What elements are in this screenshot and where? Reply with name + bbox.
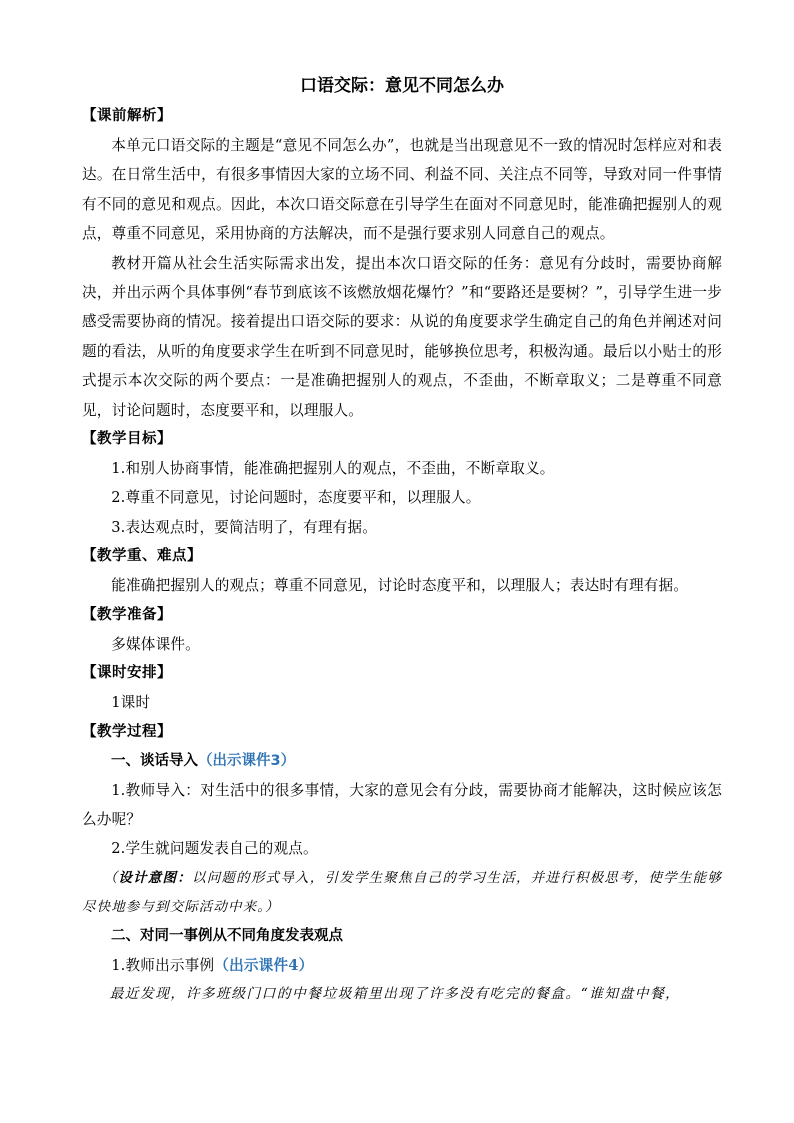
preparation-text: 多媒体课件。 <box>111 635 200 653</box>
process-step-2-title: 二、对同一事例从不同角度发表观点 <box>111 927 343 944</box>
document-page <box>82 72 722 1009</box>
goal-item: 3.表达观点时，要简洁明了，有理有据。 <box>111 518 378 536</box>
courseware-note: （出示课件3） <box>198 752 296 769</box>
design-intent-label: 设计意图： <box>118 869 192 886</box>
step-title-text: 一、谈话导入 <box>111 752 198 769</box>
analysis-paragraph: 本单元口语交际的主题是“意见不同怎么办”，也就是当出现意见不一致的情况时怎样应对和表达。在日常生活中，有很多事情因大家的立场不同、利益不同、关注点不同等，导致对同一件事情有不同的意见和观点。因此，本次口语交际意在引导学生在面对不同意见时，能准确把握别人的观点，尊重不同意见，采用协商的方法解决，而不是强行要求别人同意自己的观点。 <box>82 137 722 243</box>
page-title: 口语交际：意见不同怎么办 <box>300 76 504 96</box>
design-open-paren: （ <box>103 869 119 886</box>
key-points-text: 能准确把握别人的观点；尊重不同意见，讨论时态度平和，以理服人；表达时有理有据。 <box>111 577 689 595</box>
design-intent-text: 以问题的形式导入，引发学生聚焦自己的学习生活，并进行积极思考，使学生能够尽快地参与到交际活动中来。） <box>82 869 722 915</box>
section-heading-goals: 【教学目标】 <box>82 431 172 448</box>
schedule-text: 1课时 <box>111 694 151 712</box>
section-heading-key-points: 【教学重、难点】 <box>82 548 202 565</box>
case-text: 最近发现，许多班级门口的中餐垃圾箱里出现了许多没有吃完的餐盒。“谁知盘中餐， <box>109 986 681 1003</box>
section-heading-process: 【教学过程】 <box>82 723 172 740</box>
process-step-2-item <box>82 951 722 980</box>
goal-item: 2.尊重不同意见，讨论问题时，态度要平和，以理服人。 <box>111 489 481 507</box>
section-heading-preparation: 【教学准备】 <box>82 606 172 623</box>
process-step-1-item: 1.教师导入：对生活中的很多事情，大家的意见会有分歧，需要协商才能解决，这时候应该怎么办呢？ <box>82 781 722 828</box>
step-2-item-text: 1.教师出示事例 <box>111 956 215 974</box>
goal-item: 1.和别人协商事情，能准确把握别人的观点，不歪曲，不断章取义。 <box>111 460 555 478</box>
process-step-1-title <box>82 747 722 776</box>
process-step-1-item: 2.学生就问题发表自己的观点。 <box>111 840 318 858</box>
design-intent <box>82 864 722 922</box>
section-heading-schedule: 【课时安排】 <box>82 665 172 682</box>
courseware-note: （出示课件4） <box>214 956 314 974</box>
analysis-paragraph: 教材开篇从社会生活实际需求出发，提出本次口语交际的任务：意见有分歧时，需要协商解决，并出示两个具体事例“春节到底该不该燃放烟花爆竹？”和“要路还是要树？”，引导学生进一步感受需要协商的情况。接着提出口语交际的要求：从说的角度要求学生确定自己的角色并阐述对问题的看法，从听的角度要求学生在听到不同意见时，能够换位思考，积极沟通。最后以小贴士的形式提示本次交际的两个要点：一是准确把握别人的观点，不歪曲，不断章取义；二是尊重不同意见，讨论问题时，态度要平和，以理服人。 <box>82 254 722 419</box>
section-heading-analysis: 【课前解析】 <box>82 108 172 124</box>
